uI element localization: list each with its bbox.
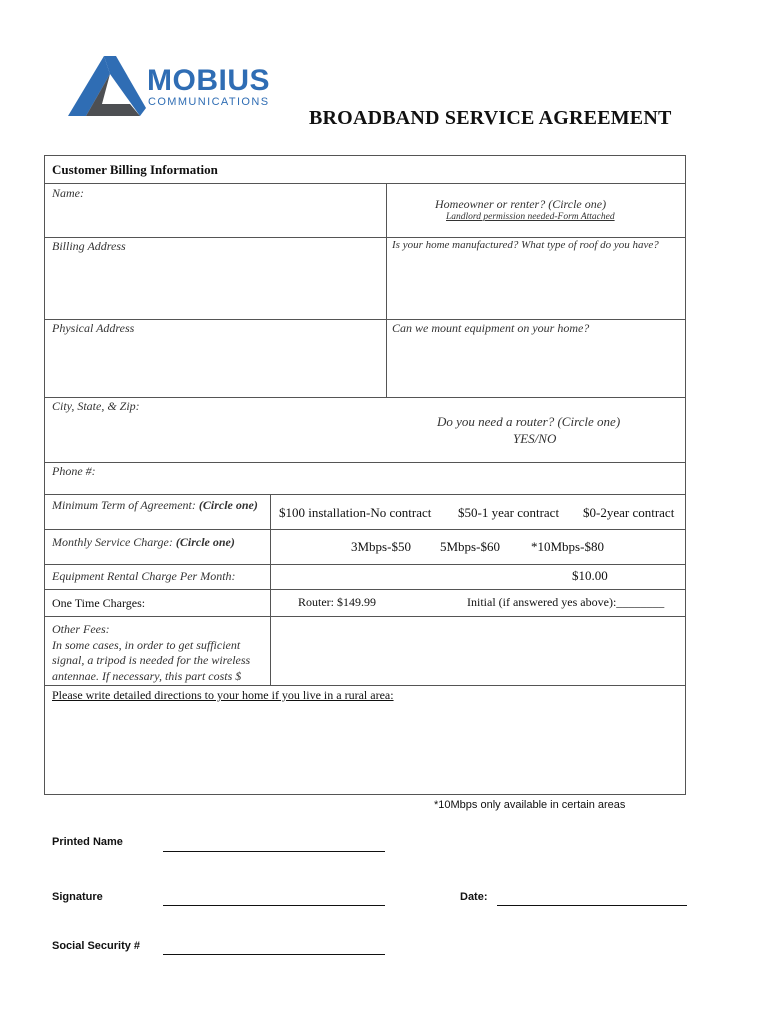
manufactured-home-question[interactable]: Is your home manufactured? What type of roof do you have? [392, 239, 659, 251]
printed-name-field[interactable] [163, 851, 385, 852]
city-state-zip-label[interactable]: City, State, & Zip: [52, 399, 140, 413]
term-option-2-year[interactable]: $0-2year contract [583, 505, 675, 520]
router-options[interactable]: YES/NO [513, 431, 557, 446]
minimum-term-label: Minimum Term of Agreement: (Circle one) [52, 498, 258, 512]
divider [44, 564, 686, 565]
signature-label: Signature [52, 891, 103, 903]
column-divider [270, 494, 271, 685]
brand-tagline: COMMUNICATIONS [148, 96, 270, 108]
brand-name: MOBIUS [147, 64, 270, 97]
rental-charge-label: Equipment Rental Charge Per Month: [52, 569, 236, 583]
plan-option-5mbps[interactable]: 5Mbps-$60 [440, 539, 500, 554]
ssn-field[interactable] [163, 954, 385, 955]
plan-option-3mbps[interactable]: 3Mbps-$50 [351, 539, 411, 554]
initial-field[interactable]: Initial (if answered yes above):________ [467, 595, 665, 609]
name-label[interactable]: Name: [52, 186, 84, 200]
router-charge: Router: $149.99 [298, 595, 376, 609]
divider [44, 616, 686, 617]
column-divider [386, 183, 387, 397]
footnote: *10Mbps only available in certain areas [434, 799, 626, 811]
document-title: BROADBAND SERVICE AGREEMENT [309, 107, 672, 129]
section-heading: Customer Billing Information [52, 162, 218, 177]
divider [44, 685, 686, 686]
physical-address-label[interactable]: Physical Address [52, 321, 135, 335]
rental-charge-value: $10.00 [572, 568, 608, 583]
mount-equipment-question[interactable]: Can we mount equipment on your home? [392, 321, 590, 335]
homeowner-question[interactable]: Homeowner or renter? (Circle one) [435, 197, 607, 211]
one-time-charges-label: One Time Charges: [52, 596, 146, 610]
plan-option-10mbps[interactable]: *10Mbps-$80 [531, 539, 604, 554]
divider [44, 529, 686, 530]
monthly-charge-label: Monthly Service Charge: (Circle one) [52, 535, 235, 549]
landlord-note: Landlord permission needed-Form Attached [446, 212, 615, 222]
term-option-no-contract[interactable]: $100 installation-No contract [279, 505, 432, 520]
signature-field[interactable] [163, 905, 385, 906]
divider [44, 237, 686, 238]
date-label: Date: [460, 891, 488, 903]
printed-name-label: Printed Name [52, 836, 123, 848]
divider [44, 494, 686, 495]
router-question: Do you need a router? (Circle one) [437, 414, 621, 429]
divider [44, 319, 686, 320]
rural-directions-label[interactable]: Please write detailed directions to your home if you live in a rural area: [52, 688, 394, 702]
divider [44, 589, 686, 590]
divider [44, 397, 686, 398]
phone-label[interactable]: Phone #: [52, 464, 96, 478]
ssn-label: Social Security # [52, 940, 141, 952]
term-option-1-year[interactable]: $50-1 year contract [458, 505, 560, 520]
billing-address-label[interactable]: Billing Address [52, 239, 126, 253]
divider [44, 183, 686, 184]
divider [44, 462, 686, 463]
other-fees-text: Other Fees: In some cases, in order to get sufficient signal, a tripod is needed for the wireless antennae. If necessary, this part costs $ [52, 622, 251, 683]
date-field[interactable] [497, 905, 687, 906]
